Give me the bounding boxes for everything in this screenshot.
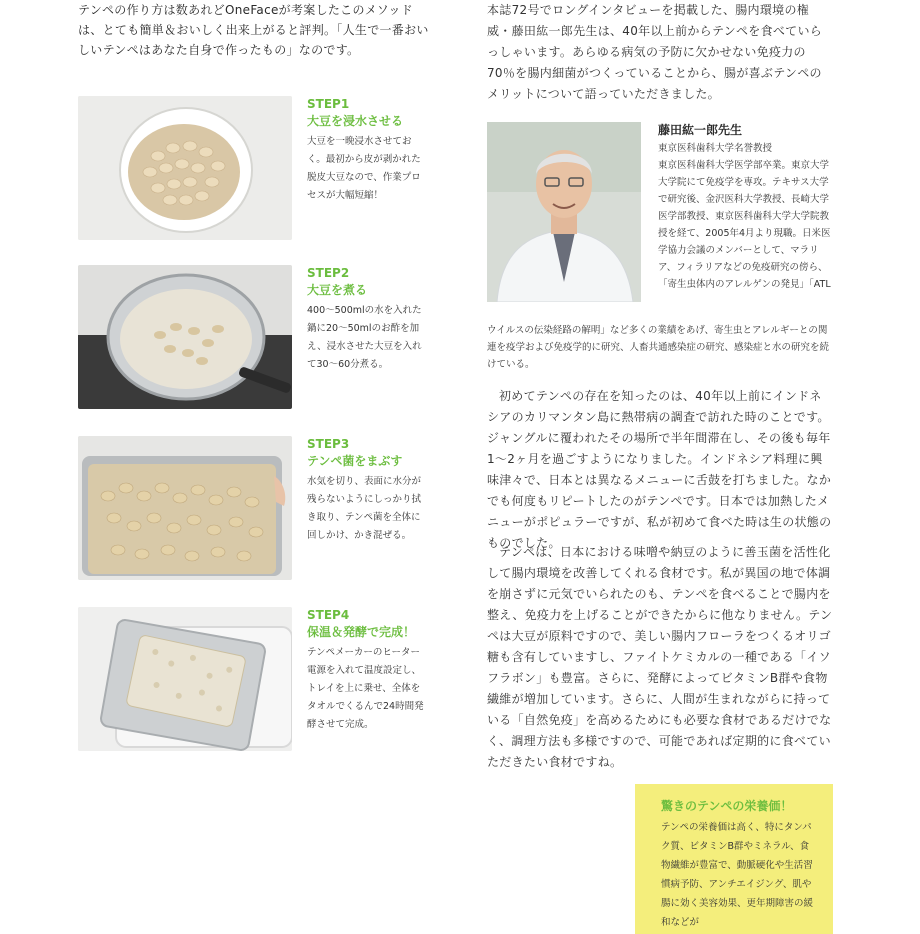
step2-description: 400〜500mlの水を入れた鍋に20〜50mlのお酢を加え、浸水させた大豆を入れて30〜60分煮る。 (307, 305, 422, 370)
step1-text (307, 96, 429, 205)
step3-label: STEP3 (307, 437, 350, 451)
professor-bio-continued: ウイルスの伝染経路の解明」など多くの業績をあげ、寄生虫とアレルギーとの関連を疫学および免疫学的に研究、人畜共通感染症の研究、感染症と水の研究を続けている。 (487, 325, 830, 370)
step2-photo (78, 265, 292, 409)
callout-title: 驚きのテンペの栄養価！ (661, 799, 793, 813)
nutrition-callout (635, 784, 833, 934)
step1-title: 大豆を浸水させる (307, 114, 404, 128)
step2-label: STEP2 (307, 266, 350, 280)
step2-text (307, 265, 429, 374)
professor-name: 藤田紘一郎先生 (658, 123, 743, 137)
lead-paragraph: 本誌72号でロングインタビューを掲載した、腸内環境の権威・藤田紘一郎先生は、40年以上前からテンペを食べていらっしゃいます。あらゆる病気の予防に欠かせない免疫力の70％を腸内細菌がつくっていることから、腸が喜ぶテンペのメリットについて語っていただきました。 (487, 3, 823, 101)
step1-label: STEP1 (307, 97, 350, 111)
body-paragraph-1: 初めてテンペの存在を知ったのは、40年以上前にインドネシアのカリマンタン島に熱帯病の調査で訪れた時のことです。ジャングルに覆われたその場所で半年間滞在し、その後も毎年1〜2ヶ月を過ごすようになりました。インドネシア料理に興味津々で、日本とは異なるメニューに舌鼓を打ちました。なかでも何度もリピートしたのがテンペです。日本では加熱したメニューがポピュラーですが、私が初めて食べた時は生の状態のものでした。 (487, 389, 832, 550)
callout-text: テンペの栄養価は高く、特にタンパク質、ビタミンB群やミネラル、食物繊維が豊富で、動脈硬化や生活習慣病予防、アンチエイジング、肌や腸に効く美容効果、更年期障害の緩和などが (661, 822, 814, 928)
step2-title: 大豆を煮る (307, 283, 368, 297)
professor-profile (658, 122, 834, 293)
step1-description: 大豆を一晩浸水させておく。最初から皮が剥かれた脱皮大豆なので、作業プロセスが大幅短縮！ (307, 136, 421, 201)
step4-label: STEP4 (307, 608, 350, 622)
step1-photo (78, 96, 292, 240)
step4-description: テンペメーカーのヒーター電源を入れて温度設定し、トレイを上に乗せ、全体をタオルでくるんで24時間発酵させて完成。 (307, 647, 424, 730)
step3-title: テンペ菌をまぶす (307, 454, 403, 468)
step4-title: 保温＆発酵で完成！ (307, 625, 416, 639)
professor-portrait (487, 122, 641, 302)
step4-text (307, 607, 429, 734)
step3-text (307, 436, 429, 545)
intro-paragraph: テンペの作り方は数あれどOneFaceが考案したこのメソッドは、とても簡単＆おいしく出来上がると評判。「人生で一番おいしいテンペはあなた自身で作ったもの」なのです。 (78, 3, 429, 57)
body-paragraph-2: テンペは、日本における味噌や納豆のように善玉菌を活性化して腸内環境を改善してくれる食材です。私が異国の地で体調を崩さずに元気でいられたのも、テンペを食べることで腸内を整え、免疫力を上げることができたからに他なりません。テンペは大豆が原料ですので、美しい腸内フローラをつくるオリゴ糖も含有していますし、ファイトケミカルの一種である「イソフラボン」も豊富。さらに、発酵によってビタミンB群や食物繊維が増加しています。さらに、人間が生まれながらに持っている「自然免疫」を高めるためにも必要な食材であるだけでなく、調理方法も多様ですので、可能であれば定期的に食べていただきたい食材ですね。 (487, 545, 833, 769)
step3-description: 水気を切り、表面に水分が残らないようにしっかり拭き取り、テンペ菌を全体に回しかけ、かき混ぜる。 (307, 476, 422, 541)
professor-bio: 東京医科歯科大学名誉教授 東京医科歯科大学医学部卒業。東京大学大学院にて免疫学を専攻。テキサス大学で研究後、金沢医科大学教授、長崎大学医学部教授、東京医科歯科大学大学院教授を経て、2005年4月より現職。日米医学協力会議のメンバーとして、マラリア、フィラリアなどの免疫研究の傍ら、「寄生虫体内のアレルゲンの発見」「ATL (658, 143, 831, 290)
step4-photo (78, 607, 292, 751)
step3-photo (78, 436, 292, 580)
